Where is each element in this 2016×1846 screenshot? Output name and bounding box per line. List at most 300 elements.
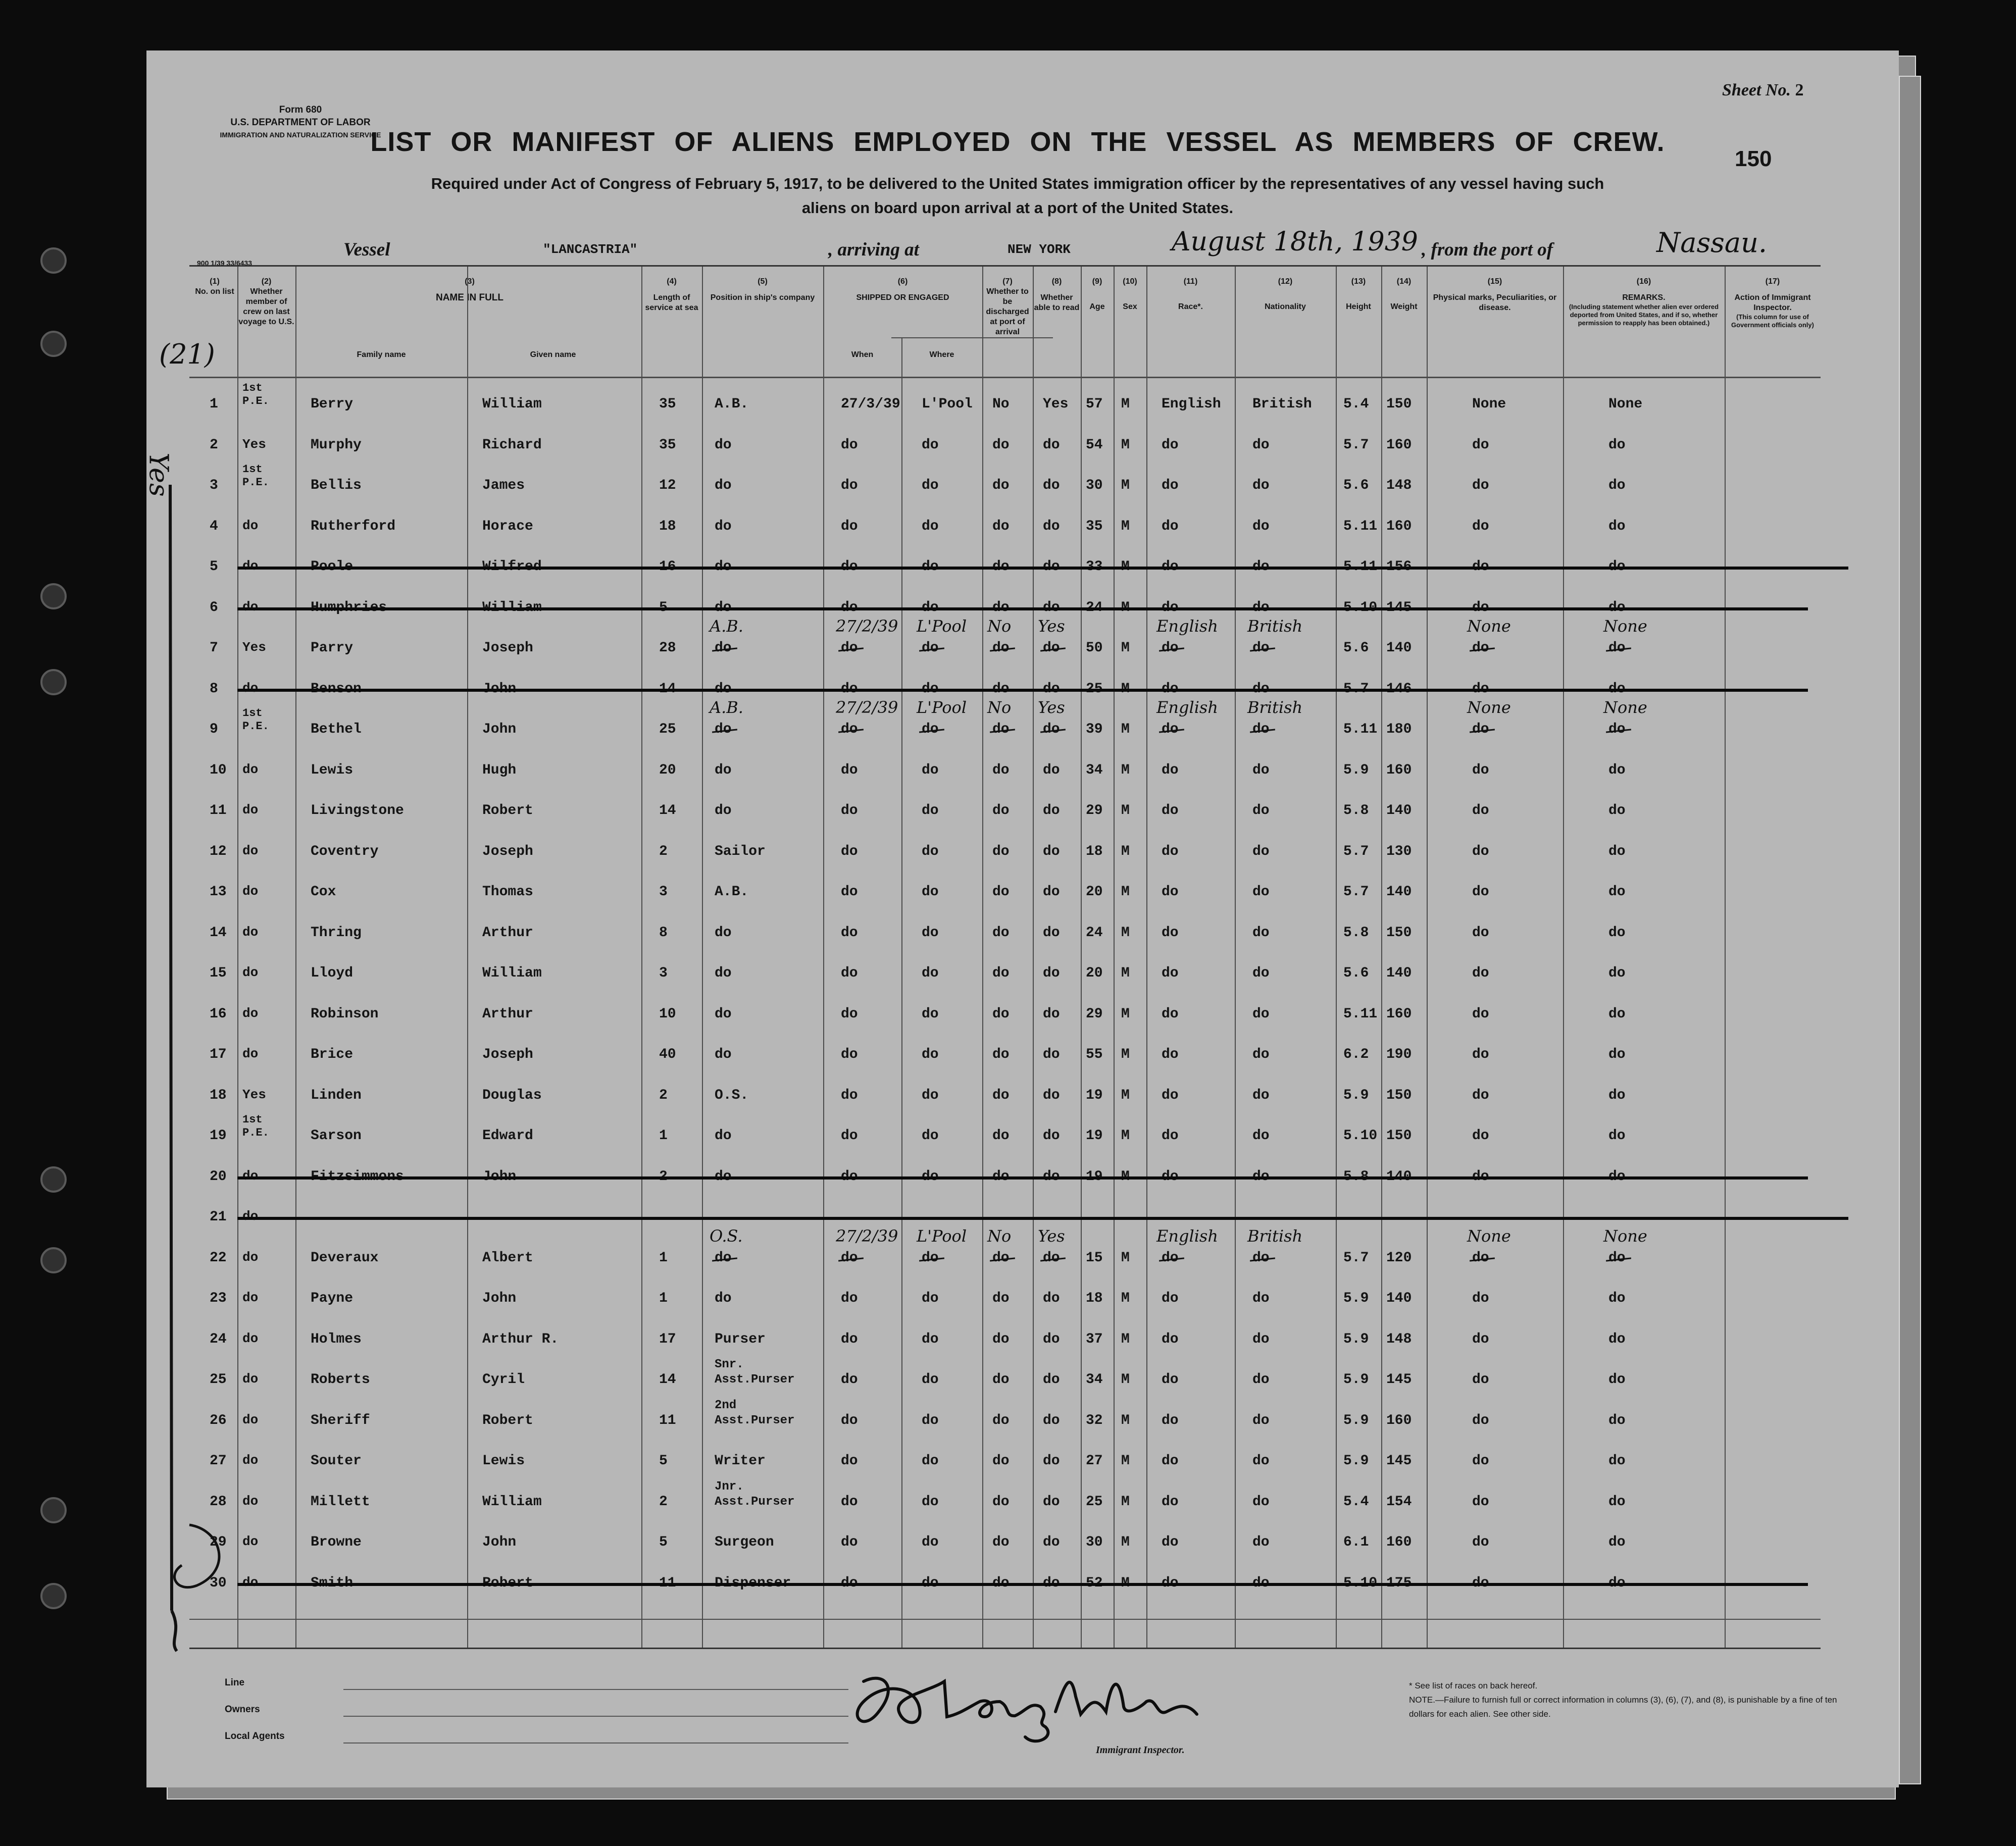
- cell-age: 30: [1086, 478, 1103, 493]
- cell-discharge: do: [992, 925, 1010, 941]
- cell-shipped-when: do: [841, 1534, 858, 1550]
- cell-age: 37: [1086, 1331, 1103, 1347]
- cell-shipped-when: do: [841, 1331, 858, 1347]
- cell-age: 29: [1086, 803, 1103, 818]
- col-remarks-header: (16) REMARKS. (Including statement whether alien ever ordered deported from United States, and if so, whether permission to reapply has been obtained.): [1569, 277, 1719, 327]
- cell-row-number: 2: [210, 437, 218, 453]
- cell-shipped-when: do: [841, 681, 858, 697]
- cell-row-number: 1: [210, 396, 218, 412]
- cell-remarks: do: [1608, 722, 1626, 737]
- line-rule: [343, 1689, 848, 1690]
- cell-family-name: Murphy: [311, 437, 362, 453]
- binder-hole: [40, 1166, 67, 1193]
- cell-given-name: John: [482, 722, 517, 737]
- cell-position: 2nd Asst.Purser: [715, 1398, 795, 1427]
- handwritten-able-to-read: Yes: [1038, 698, 1065, 717]
- cell-age: 32: [1086, 1412, 1103, 1428]
- cell-remarks: do: [1608, 1534, 1626, 1550]
- cell-position: O.S.: [715, 1087, 749, 1103]
- cell-race: do: [1162, 1006, 1179, 1022]
- cell-race: do: [1162, 1168, 1179, 1185]
- handwritten-able-to-read: Yes: [1038, 1226, 1065, 1246]
- cell-service-length: 25: [659, 722, 676, 737]
- cell-nationality: do: [1252, 1291, 1270, 1306]
- cell-sex: M: [1121, 925, 1130, 941]
- cell-row-number: 5: [210, 559, 218, 575]
- cell-able-to-read: do: [1043, 1291, 1060, 1306]
- handwritten-physical-marks: None: [1467, 698, 1511, 717]
- cell-height: 5.8: [1343, 925, 1369, 941]
- cell-physical-marks: do: [1472, 965, 1489, 981]
- cell-discharge: do: [992, 518, 1010, 534]
- cell-able-to-read: do: [1043, 803, 1060, 818]
- line-field: Line: [225, 1677, 245, 1688]
- cell-physical-marks: do: [1472, 1168, 1489, 1185]
- handwritten-shipped-where: L'Pool: [917, 617, 967, 636]
- cell-sex: M: [1121, 1372, 1130, 1388]
- cell-height: 5.9: [1343, 1412, 1369, 1428]
- cell-able-to-read: do: [1043, 478, 1060, 493]
- cell-discharge: No: [992, 396, 1010, 412]
- cell-weight: 160: [1386, 1006, 1412, 1022]
- cell-row-number: 6: [210, 599, 218, 616]
- cell-shipped-where: do: [922, 437, 939, 453]
- cell-weight: 180: [1386, 722, 1412, 737]
- cell-able-to-read: do: [1043, 1087, 1060, 1103]
- cell-discharge: do: [992, 1453, 1010, 1469]
- handwritten-race: English: [1156, 1226, 1218, 1246]
- cell-remarks: do: [1608, 884, 1626, 900]
- cell-weight: 120: [1386, 1250, 1412, 1266]
- cell-weight: 145: [1386, 599, 1412, 616]
- cell-position: do: [715, 722, 732, 737]
- cell-height: 5.10: [1343, 1128, 1378, 1144]
- cell-last-voyage: do: [242, 518, 259, 533]
- cell-height: 5.8: [1343, 803, 1369, 818]
- cell-shipped-when: do: [841, 559, 858, 575]
- cell-family-name: Coventry: [311, 843, 379, 859]
- cell-discharge: do: [992, 1412, 1010, 1428]
- cell-remarks: do: [1608, 640, 1626, 656]
- cell-given-name: Douglas: [482, 1087, 542, 1103]
- cell-height: 5.11: [1343, 518, 1378, 534]
- cell-shipped-where: do: [922, 1047, 939, 1062]
- cell-height: 5.6: [1343, 640, 1369, 656]
- cell-service-length: 5: [659, 1453, 668, 1469]
- cell-shipped-when: do: [841, 640, 858, 656]
- cell-given-name: Robert: [482, 803, 533, 818]
- cell-position: do: [715, 640, 732, 656]
- cell-age: 34: [1086, 762, 1103, 778]
- cell-able-to-read: do: [1043, 1168, 1060, 1185]
- cell-remarks: do: [1608, 437, 1626, 453]
- cell-remarks: do: [1608, 1453, 1626, 1469]
- col-sex-header: (10) Sex: [1123, 277, 1137, 311]
- cell-nationality: do: [1252, 1412, 1270, 1428]
- sheet-no: 2: [1795, 81, 1804, 99]
- cell-nationality: do: [1252, 518, 1270, 534]
- cell-remarks: do: [1608, 925, 1626, 941]
- cell-age: 15: [1086, 1250, 1103, 1266]
- cell-family-name: Linden: [311, 1087, 362, 1103]
- cell-position: do: [715, 1168, 732, 1185]
- cell-age: 29: [1086, 1006, 1103, 1022]
- cell-weight: 175: [1386, 1575, 1412, 1591]
- cell-age: 24: [1086, 925, 1103, 941]
- cell-given-name: William: [482, 965, 542, 981]
- cell-shipped-when: do: [841, 1250, 858, 1266]
- cell-physical-marks: do: [1472, 1128, 1489, 1144]
- cell-last-voyage: do: [242, 1493, 259, 1509]
- cell-row-number: 3: [210, 478, 218, 493]
- cell-age: 18: [1086, 1291, 1103, 1306]
- cell-service-length: 10: [659, 1006, 676, 1022]
- cell-nationality: do: [1252, 1534, 1270, 1550]
- cell-shipped-when: do: [841, 1453, 858, 1469]
- cell-last-voyage: Yes: [242, 436, 266, 452]
- cell-height: 5.7: [1343, 681, 1369, 697]
- cell-position: do: [715, 803, 732, 818]
- cell-discharge: do: [992, 843, 1010, 859]
- cell-race: do: [1162, 843, 1179, 859]
- cell-given-name: Lewis: [482, 1453, 525, 1469]
- cell-remarks: do: [1608, 1291, 1626, 1306]
- cell-age: 19: [1086, 1087, 1103, 1103]
- cell-race: do: [1162, 559, 1179, 575]
- cell-discharge: do: [992, 1250, 1010, 1266]
- cell-discharge: do: [992, 965, 1010, 981]
- cell-nationality: do: [1252, 559, 1270, 575]
- page-title: LIST OR MANIFEST OF ALIENS EMPLOYED ON THE VESSEL AS MEMBERS OF CREW.: [370, 127, 1665, 157]
- cell-able-to-read: do: [1043, 762, 1060, 778]
- cell-able-to-read: do: [1043, 965, 1060, 981]
- cell-physical-marks: do: [1472, 478, 1489, 493]
- col-given-name-header: Given name: [530, 350, 576, 359]
- margin-yes-note: Yes: [143, 452, 174, 497]
- cell-position: do: [715, 1291, 732, 1306]
- cell-nationality: do: [1252, 1372, 1270, 1388]
- cell-sex: M: [1121, 1006, 1130, 1022]
- cell-row-number: 20: [210, 1168, 227, 1185]
- cell-nationality: do: [1252, 1250, 1270, 1266]
- cell-age: 24: [1086, 599, 1103, 616]
- cell-shipped-when: do: [841, 1372, 858, 1388]
- cell-given-name: Thomas: [482, 884, 533, 900]
- handwritten-shipped-where: L'Pool: [917, 698, 967, 717]
- cell-height: 5.9: [1343, 1087, 1369, 1103]
- cell-remarks: do: [1608, 762, 1626, 778]
- cell-shipped-where: do: [922, 559, 939, 575]
- cell-service-length: 3: [659, 884, 668, 900]
- cell-family-name: Benson: [311, 681, 362, 697]
- cell-given-name: John: [482, 1534, 517, 1550]
- cell-physical-marks: do: [1472, 1412, 1489, 1428]
- cell-discharge: do: [992, 1494, 1010, 1510]
- cell-age: 20: [1086, 884, 1103, 900]
- cell-last-voyage: do: [242, 924, 259, 940]
- cell-age: 25: [1086, 1494, 1103, 1510]
- cell-race: do: [1162, 884, 1179, 900]
- cell-age: 19: [1086, 1168, 1103, 1185]
- cell-remarks: do: [1608, 599, 1626, 616]
- department: U.S. DEPARTMENT OF LABOR: [230, 117, 371, 128]
- col-action-header: (17) Action of Immigrant Inspector. (This column for use of Government officials only): [1731, 277, 1814, 329]
- cell-row-number: 11: [210, 803, 227, 818]
- cell-row-number: 29: [210, 1534, 227, 1550]
- cell-shipped-where: do: [922, 1412, 939, 1428]
- cell-physical-marks: do: [1472, 1006, 1489, 1022]
- col-weight-header: (14) Weight: [1390, 277, 1418, 311]
- cell-race: do: [1162, 1250, 1179, 1266]
- cell-weight: 156: [1386, 559, 1412, 575]
- handwritten-remarks: None: [1603, 698, 1647, 717]
- cell-age: 27: [1086, 1453, 1103, 1469]
- cell-race: do: [1162, 599, 1179, 616]
- cell-discharge: do: [992, 762, 1010, 778]
- cell-race: do: [1162, 518, 1179, 534]
- cell-given-name: Arthur: [482, 925, 533, 941]
- cell-family-name: Lloyd: [311, 965, 354, 981]
- cell-race: do: [1162, 1575, 1179, 1591]
- cell-service-length: 11: [659, 1575, 676, 1591]
- cell-weight: 160: [1386, 518, 1412, 534]
- cell-service-length: 35: [659, 396, 676, 412]
- cell-shipped-when: do: [841, 1006, 858, 1022]
- handwritten-discharge: No: [987, 1226, 1012, 1246]
- cell-service-length: 12: [659, 478, 676, 493]
- cell-weight: 146: [1386, 681, 1412, 697]
- cell-sex: M: [1121, 1087, 1130, 1103]
- cell-service-length: 8: [659, 925, 668, 941]
- cell-shipped-when: do: [841, 1412, 858, 1428]
- cell-sex: M: [1121, 559, 1130, 575]
- cell-able-to-read: do: [1043, 884, 1060, 900]
- cell-service-length: 2: [659, 1494, 668, 1510]
- cell-family-name: Humphries: [311, 599, 387, 616]
- cell-able-to-read: do: [1043, 1372, 1060, 1388]
- cell-shipped-where: do: [922, 722, 939, 737]
- cell-position: A.B.: [715, 884, 749, 900]
- cell-family-name: Souter: [311, 1453, 362, 1469]
- cell-discharge: do: [992, 1372, 1010, 1388]
- cell-sex: M: [1121, 1250, 1130, 1266]
- cell-race: do: [1162, 1494, 1179, 1510]
- col-nationality-header: (12) Nationality: [1265, 277, 1306, 311]
- cell-given-name: John: [482, 1168, 517, 1185]
- cell-position: Dispenser: [715, 1575, 791, 1591]
- handwritten-physical-marks: None: [1467, 617, 1511, 636]
- cell-shipped-where: do: [922, 1168, 939, 1185]
- subtitle-line-2: aliens on board upon arrival at a port of the United States.: [801, 199, 1234, 217]
- cell-shipped-when: do: [841, 1047, 858, 1062]
- cell-remarks: do: [1608, 478, 1626, 493]
- cell-sex: M: [1121, 681, 1130, 697]
- cell-row-number: 8: [210, 681, 218, 697]
- cell-discharge: do: [992, 1291, 1010, 1306]
- cell-shipped-where: do: [922, 884, 939, 900]
- cell-physical-marks: do: [1472, 1087, 1489, 1103]
- cell-last-voyage: Yes: [242, 1087, 266, 1102]
- vessel-label: Vessel: [343, 239, 390, 260]
- cell-weight: 150: [1386, 396, 1412, 412]
- cell-row-number: 14: [210, 925, 227, 941]
- col-no-header: (1) No. on list: [195, 277, 234, 296]
- local-agents-field: Local Agents: [225, 1731, 285, 1741]
- cell-remarks: do: [1608, 843, 1626, 859]
- cell-shipped-where: do: [922, 1494, 939, 1510]
- cell-row-number: 16: [210, 1006, 227, 1022]
- cell-shipped-when: do: [841, 1494, 858, 1510]
- cell-family-name: Fitzsimmons: [311, 1168, 404, 1185]
- cell-physical-marks: do: [1472, 559, 1489, 575]
- cell-position: do: [715, 437, 732, 453]
- cell-race: do: [1162, 1534, 1179, 1550]
- cell-height: 5.9: [1343, 1372, 1369, 1388]
- cell-service-length: 18: [659, 518, 676, 534]
- cell-family-name: Parry: [311, 640, 354, 656]
- cell-shipped-where: L'Pool: [922, 396, 973, 412]
- cell-shipped-where: do: [922, 1575, 939, 1591]
- cell-weight: 145: [1386, 1372, 1412, 1388]
- col-last-voyage-header: (2) Whether member of crew on last voyage to U.S.: [238, 277, 294, 326]
- binder-hole: [40, 669, 67, 695]
- cell-shipped-when: do: [841, 1575, 858, 1591]
- cell-discharge: do: [992, 681, 1010, 697]
- handwritten-remarks: None: [1603, 617, 1647, 636]
- cell-family-name: Holmes: [311, 1331, 362, 1347]
- cell-race: do: [1162, 478, 1179, 493]
- cell-able-to-read: do: [1043, 1047, 1060, 1062]
- cell-discharge: do: [992, 1534, 1010, 1550]
- cell-able-to-read: do: [1043, 1250, 1060, 1266]
- cell-family-name: Sarson: [311, 1128, 362, 1144]
- cell-race: do: [1162, 762, 1179, 778]
- cell-remarks: do: [1608, 1412, 1626, 1428]
- cell-family-name: Robinson: [311, 1006, 379, 1022]
- cell-service-length: 5: [659, 1534, 668, 1550]
- cell-physical-marks: do: [1472, 1250, 1489, 1266]
- cell-last-voyage: do: [242, 1249, 259, 1265]
- cell-sex: M: [1121, 518, 1130, 534]
- cell-row-number: 30: [210, 1575, 227, 1591]
- handwritten-position: A.B.: [710, 698, 743, 717]
- cell-sex: M: [1121, 1534, 1130, 1550]
- col-marks-header: (15) Physical marks, Peculiarities, or disease.: [1433, 277, 1557, 312]
- cell-height: 5.10: [1343, 599, 1378, 616]
- cell-height: 5.9: [1343, 762, 1369, 778]
- service: IMMIGRATION AND NATURALIZATION SERVICE: [220, 131, 381, 139]
- cell-height: 6.1: [1343, 1534, 1369, 1550]
- cell-race: do: [1162, 1412, 1179, 1428]
- col-race-header: (11) Race*.: [1178, 277, 1203, 311]
- cell-remarks: None: [1608, 396, 1643, 412]
- cell-last-voyage: do: [242, 1574, 259, 1590]
- races-note: * See list of races on back hereof.: [1409, 1681, 1538, 1690]
- cell-shipped-when: do: [841, 843, 858, 859]
- cell-physical-marks: do: [1472, 803, 1489, 818]
- cell-shipped-where: do: [922, 965, 939, 981]
- cell-position: do: [715, 1128, 732, 1144]
- cell-shipped-where: do: [922, 640, 939, 656]
- cell-weight: 145: [1386, 1453, 1412, 1469]
- cell-last-voyage: 1st P.E.: [242, 707, 269, 733]
- arrival-date: August 18th, 1939: [1172, 227, 1418, 257]
- cell-able-to-read: do: [1043, 1128, 1060, 1144]
- cell-service-length: 14: [659, 681, 676, 697]
- inspector-label: Immigrant Inspector.: [1096, 1745, 1185, 1756]
- cell-nationality: do: [1252, 1047, 1270, 1062]
- cell-shipped-when: do: [841, 803, 858, 818]
- cell-sex: M: [1121, 803, 1130, 818]
- cell-physical-marks: do: [1472, 722, 1489, 737]
- cell-sex: M: [1121, 965, 1130, 981]
- cell-able-to-read: do: [1043, 1494, 1060, 1510]
- cell-last-voyage: do: [242, 680, 259, 696]
- cell-physical-marks: do: [1472, 640, 1489, 656]
- vessel-name: "LANCASTRIA": [543, 242, 638, 257]
- cell-sex: M: [1121, 1128, 1130, 1144]
- cell-last-voyage: do: [242, 1005, 259, 1021]
- cell-race: do: [1162, 1047, 1179, 1062]
- arrival-port: NEW YORK: [1007, 242, 1071, 257]
- cell-shipped-where: do: [922, 1006, 939, 1022]
- cell-sex: M: [1121, 1412, 1130, 1428]
- inspector-signature: [843, 1651, 1338, 1742]
- handwritten-shipped-where: L'Pool: [917, 1226, 967, 1246]
- cell-given-name: Edward: [482, 1128, 533, 1144]
- cell-row-number: 18: [210, 1087, 227, 1103]
- cell-physical-marks: do: [1472, 1534, 1489, 1550]
- owners-rule: [343, 1716, 848, 1717]
- cell-given-name: Hugh: [482, 762, 517, 778]
- col-name-header: (3) NAME IN FULL: [435, 277, 504, 303]
- cell-shipped-where: do: [922, 1453, 939, 1469]
- cell-shipped-when: do: [841, 1087, 858, 1103]
- cell-physical-marks: do: [1472, 1575, 1489, 1591]
- cell-nationality: do: [1252, 884, 1270, 900]
- cell-able-to-read: do: [1043, 437, 1060, 453]
- form-number: Form 680: [279, 105, 322, 115]
- cell-row-number: 12: [210, 843, 227, 859]
- cell-service-length: 16: [659, 559, 676, 575]
- cell-service-length: 20: [659, 762, 676, 778]
- cell-shipped-where: do: [922, 1087, 939, 1103]
- cell-nationality: do: [1252, 1006, 1270, 1022]
- cell-weight: 160: [1386, 1412, 1412, 1428]
- cell-last-voyage: Yes: [242, 640, 266, 655]
- cell-family-name: Berry: [311, 396, 354, 412]
- cell-weight: 140: [1386, 803, 1412, 818]
- cell-physical-marks: do: [1472, 1331, 1489, 1347]
- cell-able-to-read: do: [1043, 1412, 1060, 1428]
- col-read-header: (8) Whether able to read: [1034, 277, 1080, 312]
- cell-family-name: Roberts: [311, 1372, 370, 1388]
- cell-given-name: James: [482, 478, 525, 493]
- cell-row-number: 25: [210, 1372, 227, 1388]
- cell-nationality: do: [1252, 762, 1270, 778]
- cell-remarks: do: [1608, 1575, 1626, 1591]
- cell-shipped-when: do: [841, 518, 858, 534]
- cell-race: do: [1162, 925, 1179, 941]
- handwritten-nationality: British: [1247, 698, 1303, 717]
- cell-row-number: 19: [210, 1128, 227, 1144]
- cell-shipped-when: do: [841, 884, 858, 900]
- sheet-label: Sheet No.: [1722, 81, 1791, 99]
- cell-service-length: 1: [659, 1250, 668, 1266]
- cell-remarks: do: [1608, 965, 1626, 981]
- cell-family-name: Rutherford: [311, 518, 396, 534]
- cell-given-name: Joseph: [482, 1047, 533, 1062]
